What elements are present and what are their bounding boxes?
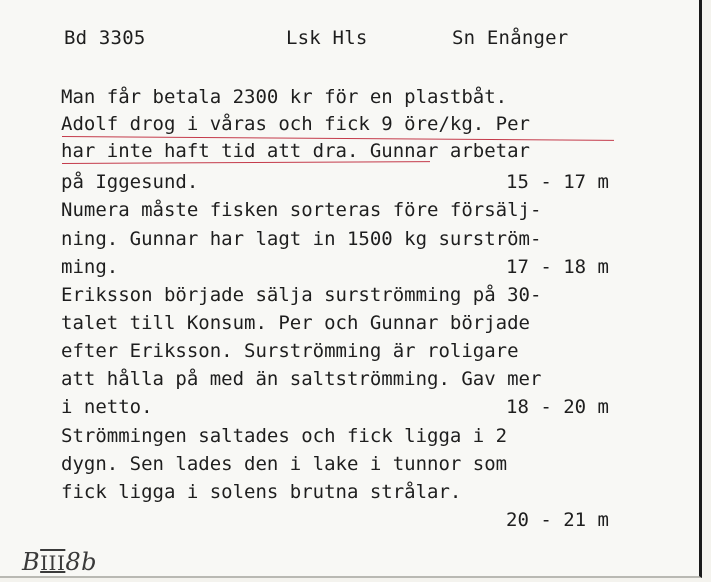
archive-mark-suffix: 8b xyxy=(65,548,97,576)
text-line: Adolf drog i våras och fick 9 öre/kg. Per xyxy=(61,113,530,135)
text-line: talet till Konsum. Per och Gunnar började xyxy=(61,312,530,334)
archive-mark-roman: III xyxy=(40,551,66,575)
record-code: Bd 3305 xyxy=(64,27,146,49)
text-line: fick ligga i solens brutna strålar. xyxy=(61,481,462,503)
text-line: har inte haft tid att dra. Gunnar arbetar xyxy=(61,140,530,162)
text-line: Numera måste fisken sorteras före försälj- xyxy=(61,199,542,221)
text-line: Man får betala 2300 kr för en plastbåt. xyxy=(61,86,508,108)
time-mark: 18 - 20 m xyxy=(506,396,609,418)
archive-mark-prefix: B xyxy=(22,548,41,576)
text-line: dygn. Sen lades den i lake i tunnor som xyxy=(61,453,508,475)
time-mark: 17 - 18 m xyxy=(506,256,609,278)
time-mark: 15 - 17 m xyxy=(506,171,609,193)
text-line: ning. Gunnar har lagt in 1500 kg surström- xyxy=(61,228,542,250)
parish-name: Sn Enånger xyxy=(452,27,569,49)
text-line: Eriksson började sälja surströmming på 30- xyxy=(61,284,542,306)
text-line: i netto. xyxy=(61,396,153,418)
text-line: efter Eriksson. Surströmming är roligare xyxy=(61,340,519,362)
text-line: ming. xyxy=(61,256,119,278)
time-mark: 20 - 21 m xyxy=(506,509,609,531)
area-code: Lsk Hls xyxy=(286,27,368,49)
text-line: att hålla på med än saltströmming. Gav mer xyxy=(61,368,542,390)
text-line: på Iggesund. xyxy=(61,171,199,193)
handwritten-archive-mark xyxy=(22,548,97,576)
text-line: Strömmingen saltades och fick ligga i 2 xyxy=(61,425,508,447)
